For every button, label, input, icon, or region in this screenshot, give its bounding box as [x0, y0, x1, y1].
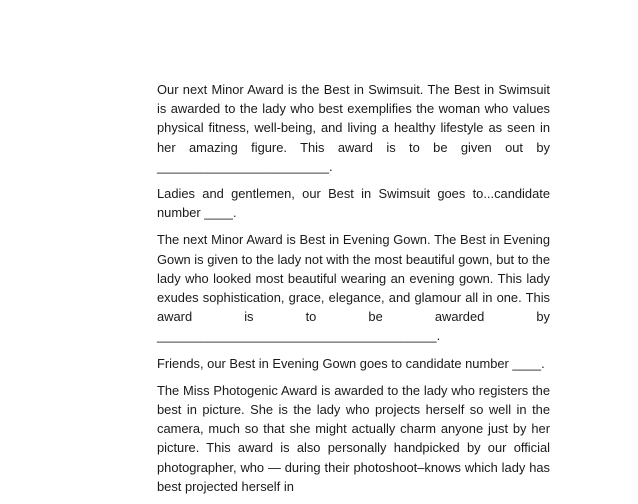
paragraph-miss-photogenic: The Miss Photogenic Award is awarded to the lady who registers the best in picture. She is the lady who projects herself so well in the camera, much so that she might actually charm anyone just by her picture. This award is also personally handpicked by our official photographer, who — during their photoshoot–knows which lady has best projected herself in [157, 382, 550, 494]
paragraph-best-in-evening-gown: The next Minor Award is Best in Evening Gown. The Best in Evening Gown is given to the lady not with the most beautiful gown, but to the lady who looked most beautiful wearing an evening gown. This lady exudes sophistication, grace, elegance, and glamour all in one. This award is to be awarded by _______________________________________. [157, 232, 550, 344]
paragraph-evening-gown-winner: Friends, our Best in Evening Gown goes to candidate number ____. [157, 355, 545, 371]
paragraph-swimsuit-winner: Ladies and gentlemen, our Best in Swimsuit goes to...candidate number ____. [157, 186, 550, 221]
paragraph-best-in-swimsuit: Our next Minor Award is the Best in Swimsuit. The Best in Swimsuit is awarded to the lady who best exemplifies the woman who values physical fitness, well-being, and living a healthy lifestyle as seen in her amazing figure. This award is to be given out by ________________________. [157, 82, 550, 174]
document-body [157, 80, 550, 504]
